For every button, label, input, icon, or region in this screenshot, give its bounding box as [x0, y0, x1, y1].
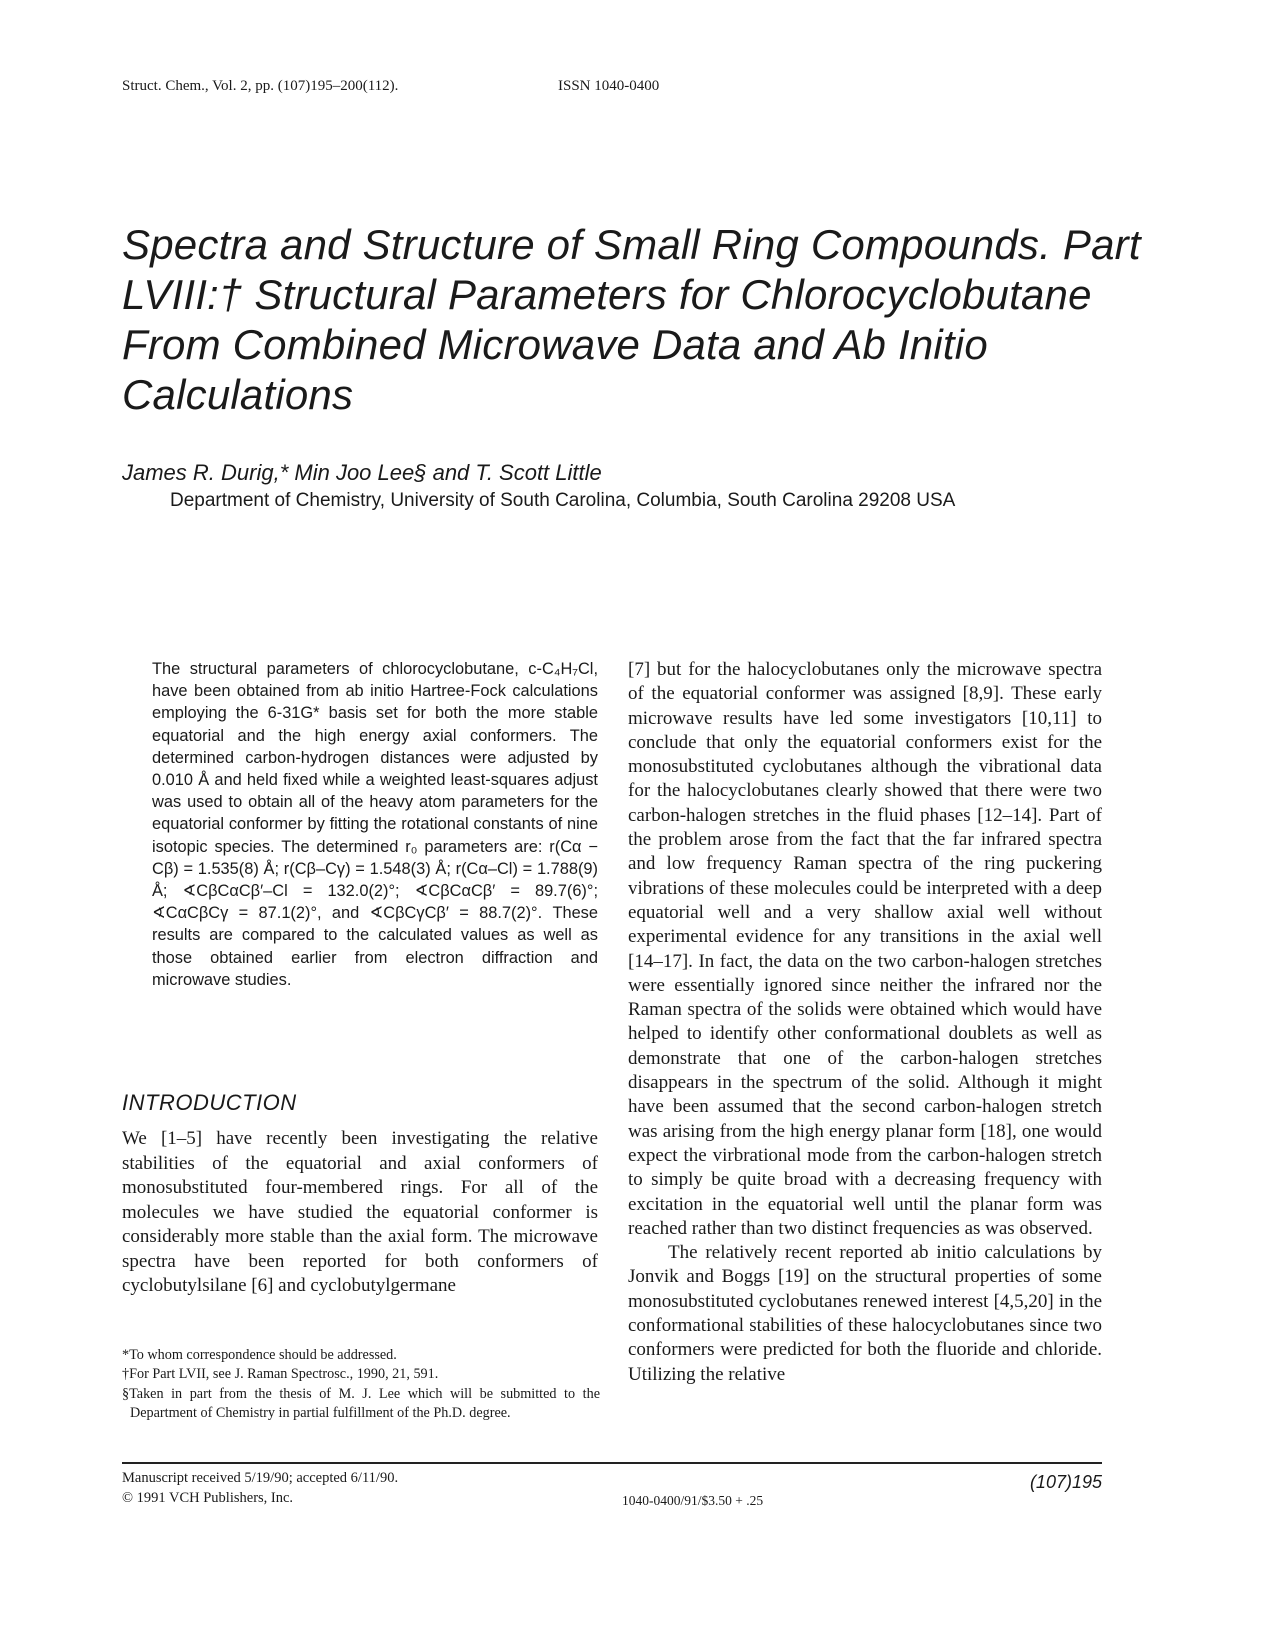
- footnote-thesis: §Taken in part from the thesis of M. J. Lee which will be submitted to the Department of Chemistry in partial fulfillment of the Ph.D. degree.: [122, 1385, 600, 1421]
- section-heading-introduction: INTRODUCTION: [122, 1090, 297, 1115]
- right-column-paragraph-2: The relatively recent reported ab initio calculations by Jonvik and Boggs [19] on the structural properties of some monosubstituted cyclobutanes renewed interest [4,5,20] in the conformational stabilities of these halocyclobutanes since two conformers were predicted for both the fluoride and chloride. Utilizing the relative: [628, 1242, 1102, 1385]
- footnote-previous-part: †For Part LVII, see J. Raman Spectrosc., 1990, 21, 591.: [122, 1366, 439, 1383]
- page-number: (107)195: [1029, 1472, 1102, 1492]
- introduction-paragraph-1: We [1–5] have recently been investigating the relative stabilities of the equatorial and axial conformers of monosubstituted four-membered rings. For all of the molecules we have studied the equatorial conformer is considerably more stable than the axial form. The microwave spectra have been reported for both conformers of cyclobutylsilane [6] and cyclobutylgermane: [122, 1128, 598, 1296]
- article-title: Spectra and Structure of Small Ring Compounds. Part LVIII:† Structural Parameters for Chlorocyclobutane From Combined Microwave Data and Ab Initio Calculations: [122, 221, 1141, 418]
- author-list: James R. Durig,* Min Joo Lee§ and T. Scott Little: [122, 460, 602, 485]
- running-head-citation: Struct. Chem., Vol. 2, pp. (107)195–200(112).: [122, 78, 399, 94]
- footnotes: [122, 1346, 600, 1423]
- right-column-paragraph-1: [7] but for the halocyclobutanes only the microwave spectra of the equatorial conformer was assigned [8,9]. These early microwave results have led some investigators [10,11] to conclude that only the equatorial conformers exist for the monosubstituted cyclobutanes although the vibrational data for the halocyclobutanes clearly showed that there were two carbon-halogen stretches in the fluid phases [12–14]. Part of the problem arose from the fact that the far infrared spectra and low frequency Raman spectra of the ring puckering vibrations of these molecules could be interpreted with a deep equatorial well and a very shallow axial well without experimental evidence for any transitions in the axial well [14–17]. In fact, the data on the two carbon-halogen stretches were essentially ignored since neither the infrared nor the Raman spectra of the solids were obtained which would have helped to identify other conformational doublets as well as demonstrate that one of the carbon-halogen stretches disappears in the spectrum of the solid. Although it might have been assumed that the second carbon-halogen stretch was arising from the high energy planar form [18], one would expect the virbrational mode from the carbon-halogen stretch to simply be quite broad with a decreasing frequency with excitation in the equatorial well until the planar form was reached rather than two distinct frequencies as was observed.: [628, 659, 1102, 1239]
- running-head-issn: ISSN 1040-0400: [558, 78, 660, 94]
- price-code: 1040-0400/91/$3.50 + .25: [622, 1493, 764, 1508]
- right-column-body: [628, 658, 1102, 1387]
- abstract: The structural parameters of chlorocyclobutane, c-C₄H₇Cl, have been obtained from ab initio Hartree-Fock calculations employing the 6-31G* basis set for both the more stable equatorial and the high energy axial conformers. The determined carbon-hydrogen distances were adjusted by 0.010 Å and held fixed while a weighted least-squares adjust was used to obtain all of the heavy atom parameters for the equatorial conformer by fitting the rotational constants of nine isotopic species. The determined r₀ parameters are: r(Cα − Cβ) = 1.535(8) Å; r(Cβ–Cγ) = 1.548(3) Å; r(Cα–Cl) = 1.788(9) Å; ∢CβCαCβ′–Cl = 132.0(2)°; ∢CβCαCβ′ = 89.7(6)°; ∢CαCβCγ = 87.1(2)°, and ∢CβCγCβ′ = 88.7(2)°. These results are compared to the calculated values as well as those obtained earlier from electron diffraction and microwave studies.: [152, 660, 598, 989]
- footnote-correspondence: *To whom correspondence should be addressed.: [122, 1347, 397, 1363]
- author-affiliation: Department of Chemistry, University of South Carolina, Columbia, South Carolina 29208 USA: [170, 490, 956, 511]
- footer-divider: [122, 1462, 1102, 1464]
- copyright-notice: © 1991 VCH Publishers, Inc.: [122, 1490, 294, 1506]
- manuscript-received: Manuscript received 5/19/90; accepted 6/11/90.: [122, 1470, 399, 1486]
